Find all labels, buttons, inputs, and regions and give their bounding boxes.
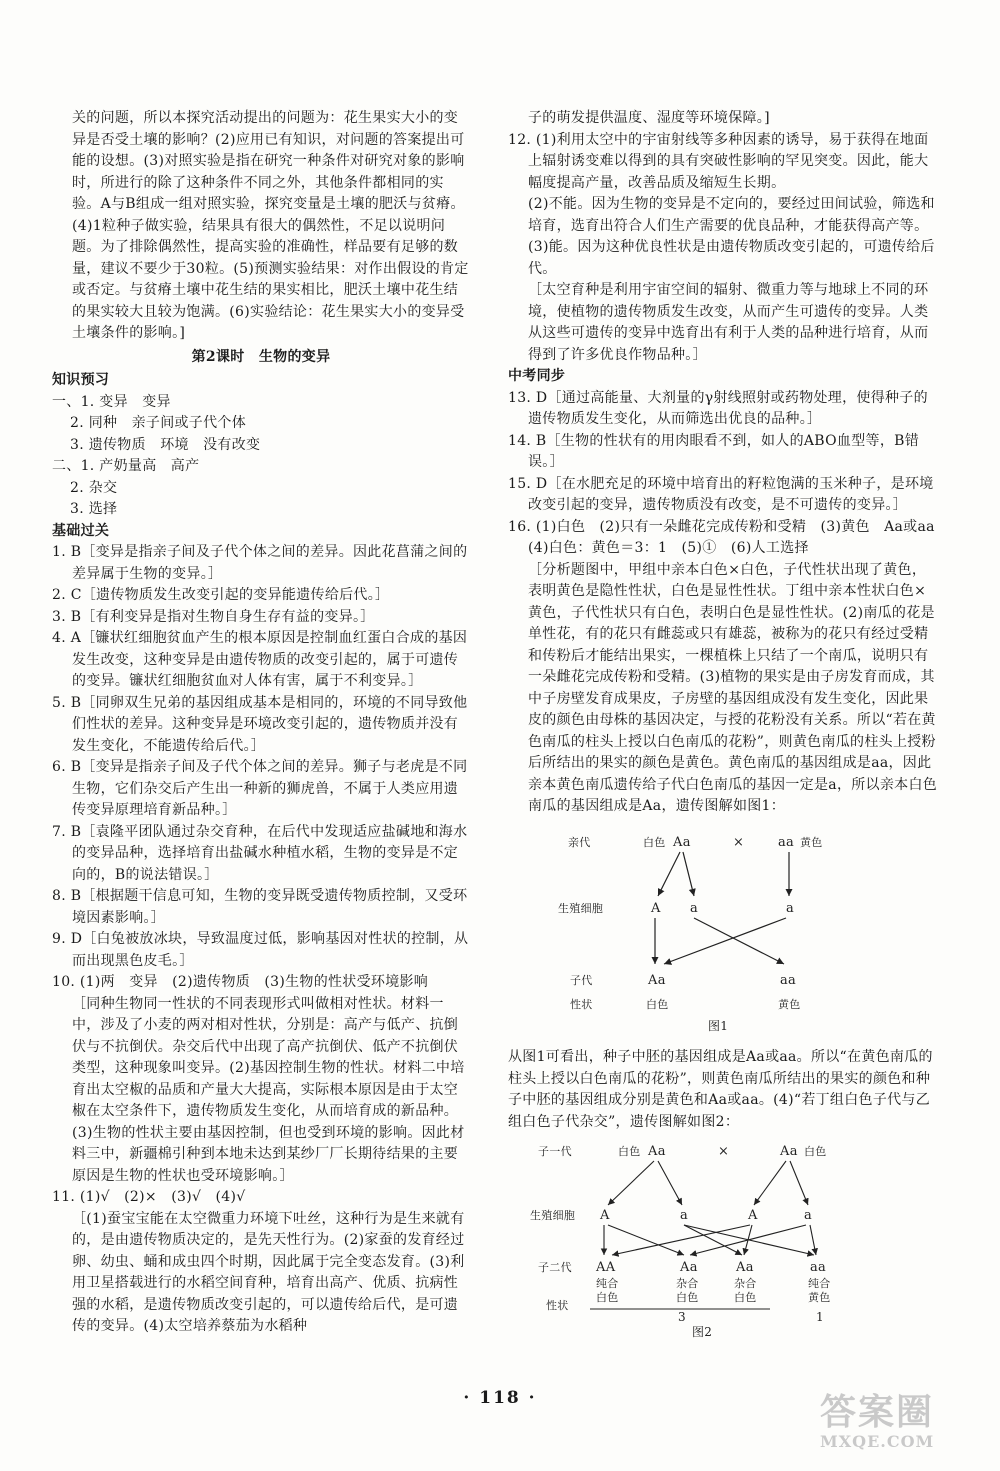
genetic-diagram-1	[508, 824, 938, 1042]
fig1-gamete-a1: a	[690, 900, 699, 916]
section-exam-sync: 中考同步	[508, 368, 566, 384]
genetic-diagram-2-svg	[508, 1139, 938, 1339]
fig1-row-gamete: 生殖细胞	[558, 901, 604, 915]
fig1-gamete-a2: a	[786, 900, 795, 916]
genetic-diagram-2	[508, 1139, 938, 1347]
fig1-parent2-color: 黄色	[800, 835, 823, 849]
fig1-child1-trait: 白色	[646, 997, 669, 1011]
fig1-row-parent: 亲代	[568, 835, 591, 849]
fig2-trait-1a: 纯合	[596, 1277, 619, 1290]
fig2-arrow	[754, 1161, 786, 1205]
intro-paragraph: 关的问题，所以本探究活动提出的问题为：花生果实大小的变异是否受土壤的影响？(2)应用已有知识，对问题的答案提出可能的设想。(3)对照实验是指在研究一种条件对研究对象的影响时，所进行的除了这种条件不同之外，其他条件都相同的实验。A与B组成一组对照实验，探究变量是土壤的肥沃与贫瘠。(4)1粒种子做实验，结果具有很大的偶然性，不足以说明问题。为了排除偶然性，提高实验的准确性，样品要有足够的数量，建议不要少于30粒。(5)预测实验结果：对作出假设的肯定或否定。与贫瘠土壤中花生结的果实相比，肥沃土壤中花生结的果实较大且较为饱满。(6)实验结论：花生果实大小的变异受土壤条件的影响。]	[72, 110, 469, 341]
fig2-arrow	[612, 1225, 750, 1255]
answer-q12-explanation: ［太空育种是利用宇宙空间的辐射、微重力等与地球上不同的环境，使植物的遗传物质发生改变，从而产生可遗传的变异。人类从这些可遗传的变异中选育出有利于人类的品种进行培育，从而得到了许多优良作物品种。］	[528, 282, 929, 363]
answer-q1: 1. B［变异是指亲子间及子代个体之间的差异。因此花菖蒲之间的差异属于生物的变异。］	[52, 544, 468, 582]
fig2-row-gamete: 生殖细胞	[530, 1209, 576, 1222]
answer-q4: 4. A［镰状红细胞贫血产生的根本原因是控制血红蛋白合成的基因发生改变，这种变异是由遗传物质的改变引起的，属于可遗传的变异。镰状红细胞贫血对人体有害，属于不利变异。］	[52, 630, 468, 689]
fig2-trait-1b: 白色	[596, 1291, 619, 1304]
section-basic-practice: 基础过关	[52, 522, 110, 539]
fig2-cross-sign: ×	[718, 1144, 730, 1159]
fig2-trait-3b: 白色	[734, 1291, 757, 1304]
preview-line: 二、1. 产奶量高 高产	[52, 458, 200, 474]
fig2-gamete-4: a	[804, 1208, 813, 1223]
fig1-gamete-A: A	[651, 900, 661, 916]
fig2-row-child: 子二代	[538, 1261, 572, 1274]
fig2-parent1-genotype: Aa	[648, 1144, 666, 1159]
fig1-arrow	[664, 918, 786, 964]
lesson-title: 第2课时 生物的变异	[191, 348, 331, 365]
fig1-parent2-genotype: aa	[778, 834, 795, 850]
preview-line: 3. 遗传物质 环境 没有改变	[70, 436, 261, 453]
answer-q12-part1: 12. (1)利用太空中的宇宙射线等多种因素的诱导，易于获得在地面上辐射诱变难以得到的具有突破性影响的罕见突变。因此，能大幅度提高产量，改善品质及缩短生长期。	[508, 131, 929, 191]
fig2-trait-2b: 白色	[676, 1291, 699, 1304]
answer-q12-part3: (3)能。因为这种优良性状是由遗传物质改变引起的，可遗传给后代。	[528, 239, 935, 277]
answer-q12-part2: (2)不能。因为生物的变异是不定向的，要经过田间试验，筛选和培育，选育出符合人们生产需要的优良品种，才能获得高产等。	[528, 196, 935, 234]
fig2-parent1-color: 白色	[618, 1145, 641, 1158]
preview-line: 2. 同种 亲子间或子代个体	[70, 415, 247, 431]
fig2-trait-4a: 纯合	[808, 1277, 831, 1290]
answer-q11: 11. (1)√ (2)× (3)√ (4)√	[52, 1189, 246, 1205]
answer-q16: 16. (1)白色 (2)只有一朵雌花完成传粉和受精 (3)黄色 Aa或aa (4)白色：黄色＝3：1 (5)① (6)人工选择	[508, 518, 950, 556]
preview-line: 2. 杂交	[70, 479, 118, 496]
fig2-parent2-color: 白色	[804, 1145, 827, 1158]
fig2-parent2-genotype: Aa	[780, 1144, 798, 1159]
fig2-row-trait: 性状	[546, 1299, 569, 1312]
answer-q10: 10. (1)两 变异 (2)遗传物质 (3)生物的性状受环境影响	[52, 974, 429, 990]
page-number: · 118 ·	[463, 1388, 537, 1408]
left-column	[52, 108, 470, 1338]
fig1-caption: 图1	[708, 1018, 729, 1033]
answer-q2: 2. C［遗传物质发生改变引起的变异能遗传给后代。］	[52, 587, 390, 603]
fig2-ratio-right: 1	[816, 1310, 824, 1324]
fig2-gamete-1: A	[600, 1208, 610, 1223]
fig2-child-3: Aa	[736, 1260, 754, 1275]
fig2-arrow	[684, 1225, 742, 1255]
fig2-child-1: AA	[596, 1260, 616, 1275]
fig2-gamete-2: a	[680, 1208, 689, 1223]
answer-q16-explanation: ［分析题图中，甲组中亲本白色×白色，子代性状出现了黄色，表明黄色是隐性性状，白色是显性性状。丁组中亲本性状白色×黄色，子代性状只有白色，表明白色是显性性状。(2)南瓜的花是单性花，有的花只有雌蕊或只有雄蕊，被称为的花只有经过受精和传粉后才能结出果实，一棵植株上只结了一个南瓜，说明只有一朵雌花完成传粉和受精。(3)植物的果实是由子房发育而成，其中子房壁发育成果皮，子房壁的基因组成没有发生变化，因此果皮的颜色由母株的基因决定，与授的花粉没有关系。所以“若在黄色南瓜的柱头上授以白色南瓜的花粉”，则黄色南瓜的柱头上授粉后所结出的果实的颜色是黄色。黄色南瓜的基因组成是aa，因此亲本黄色南瓜遗传给子代白色南瓜的基因一定是a，所以亲本白色南瓜的基因组成是Aa，遗传图解如图1：	[528, 561, 938, 814]
answer-q9: 9. D［白兔被放冰块，导致温度过低，影响基因对性状的控制，从而出现黑色皮毛。］	[52, 931, 469, 969]
fig1-row-child: 子代	[570, 973, 593, 987]
fig1-arrow	[658, 852, 680, 896]
fig2-arrow	[608, 1161, 654, 1205]
fig2-caption: 图2	[692, 1325, 713, 1339]
fig2-child-2: Aa	[680, 1260, 698, 1275]
answer-q5: 5. B［同卵双生兄弟的基因组成基本是相同的，环境的不同导致他们性状的差异。这种变异是环境改变引起的，遗传物质并没有发生变化，不能遗传给后代。］	[52, 694, 468, 754]
watermark-logo	[820, 1392, 990, 1462]
fig1-parent1-genotype: Aa	[673, 834, 691, 850]
fig1-child2-trait: 黄色	[778, 997, 801, 1011]
answer-q3: 3. B［有利变异是指对生物自身生存有益的变异。］	[52, 608, 375, 625]
answer-q13: 13. D［通过高能量、大剂量的γ射线照射或药物处理，使得种子的遗传物质发生变化，从而筛选出优良的品种。］	[508, 389, 928, 427]
answer-q7: 7. B［袁隆平团队通过杂交育种，在后代中发现适应盐碱地和海水的变异品种，选择培育出盐碱水种植水稻，生物的变异是不定向的，B的说法错误。］	[52, 823, 468, 883]
fig1-row-trait: 性状	[570, 997, 593, 1011]
answer-q15: 15. D［在水肥充足的环境中培育出的籽粒饱满的玉米种子，是环境改变引起的变异，遗传物质没有改变，是不可遗传的变异。］	[508, 475, 934, 513]
fig2-arrow	[658, 1161, 682, 1205]
fig1-child2-genotype: aa	[780, 972, 797, 988]
fig2-trait-2a: 杂合	[676, 1277, 699, 1290]
answer-q10-explanation: ［同种生物同一性状的不同表现形式叫做相对性状。材料一中，涉及了小麦的两对相对性状，分别是：高产与低产、抗倒伏与不抗倒伏。杂交后代中出现了高产抗倒伏、低产不抗倒伏类型，这种现象叫变异。(2)基因控制生物的性状。材料二中培育出太空椒的品质和产量大大提高，实际根本原因是由于太空椒在太空条件下，遗传物质发生变化，从而培育成的新品种。(3)生物的性状主要由基因控制，但也受到环境的影响。因此材料三中，新疆棉引种到本地未达到某纱厂厂长期待结果的主要原因是生物的性状也受环境影响。］	[72, 995, 465, 1184]
after-figure1-text: 从图1可看出，种子中胚的基因组成是Aa或aa。所以“在黄色南瓜的柱头上授以白色南瓜的花粉”，则黄色南瓜所结出的果实的颜色和种子中胚的基因组成分别是黄色和Aa或aa。(4)“若丁组白色子代与乙组白色子代杂交”，遗传图解如图2：	[508, 1049, 933, 1130]
watermark-url: MXQE.COM	[820, 1432, 935, 1451]
section-knowledge-preview: 知识预习	[52, 372, 110, 388]
fig1-arrow	[683, 852, 694, 896]
watermark-title: 答案圈	[820, 1391, 935, 1433]
preview-line: 3. 选择	[70, 501, 118, 517]
fig2-child-4: aa	[810, 1260, 827, 1275]
answer-q8: 8. B［根据题干信息可知，生物的变异既受遗传物质控制，又受环境因素影响。］	[52, 888, 468, 926]
fig2-arrow	[810, 1225, 816, 1255]
fig2-trait-4b: 黄色	[808, 1291, 831, 1304]
fig2-row-parent: 子一代	[538, 1145, 572, 1158]
answer-q14: 14. B［生物的性状有的用肉眼看不到，如人的ABO血型等，B错误。］	[508, 432, 920, 470]
fig2-arrow	[790, 1161, 808, 1205]
fig2-trait-3a: 杂合	[734, 1277, 757, 1290]
fig1-arrow	[694, 918, 784, 964]
fig1-child1-genotype: Aa	[648, 972, 666, 988]
genetic-diagram-1-svg	[508, 824, 938, 1034]
fig2-arrow	[608, 1225, 684, 1255]
continued-text: 子的萌发提供温度、湿度等环境保障。]	[528, 110, 770, 126]
answer-q11-explanation: ［(1)蚕宝宝能在太空微重力环境下吐丝，这种行为是生来就有的，是由遗传物质决定的，是先天性行为。(2)家蚕的发育经过卵、幼虫、蛹和成虫四个时期，因此属于完全变态发育。(3)利用卫星搭载进行的水稻空间育种，培育出高产、优质、抗病性强的水稻，是遗传物质改变引起的，可以遗传给后代，是可遗传的变异。(4)太空培养蔡茄为水稻种	[72, 1210, 465, 1334]
fig2-arrow	[690, 1225, 806, 1255]
right-column	[508, 108, 950, 1353]
preview-line: 一、1. 变异 变异	[52, 393, 171, 410]
fig1-parent1-color: 白色	[643, 835, 666, 849]
fig1-cross-sign: ×	[733, 834, 745, 850]
answer-q6: 6. B［变异是指亲子间及子代个体之间的差异。狮子与老虎是不同生物，它们杂交后产生出一种新的狮虎兽，不属于人类应用遗传变异原理培育新品种。］	[52, 759, 468, 818]
fig2-ratio-left: 3	[678, 1310, 686, 1324]
fig2-gamete-3: A	[748, 1208, 758, 1223]
